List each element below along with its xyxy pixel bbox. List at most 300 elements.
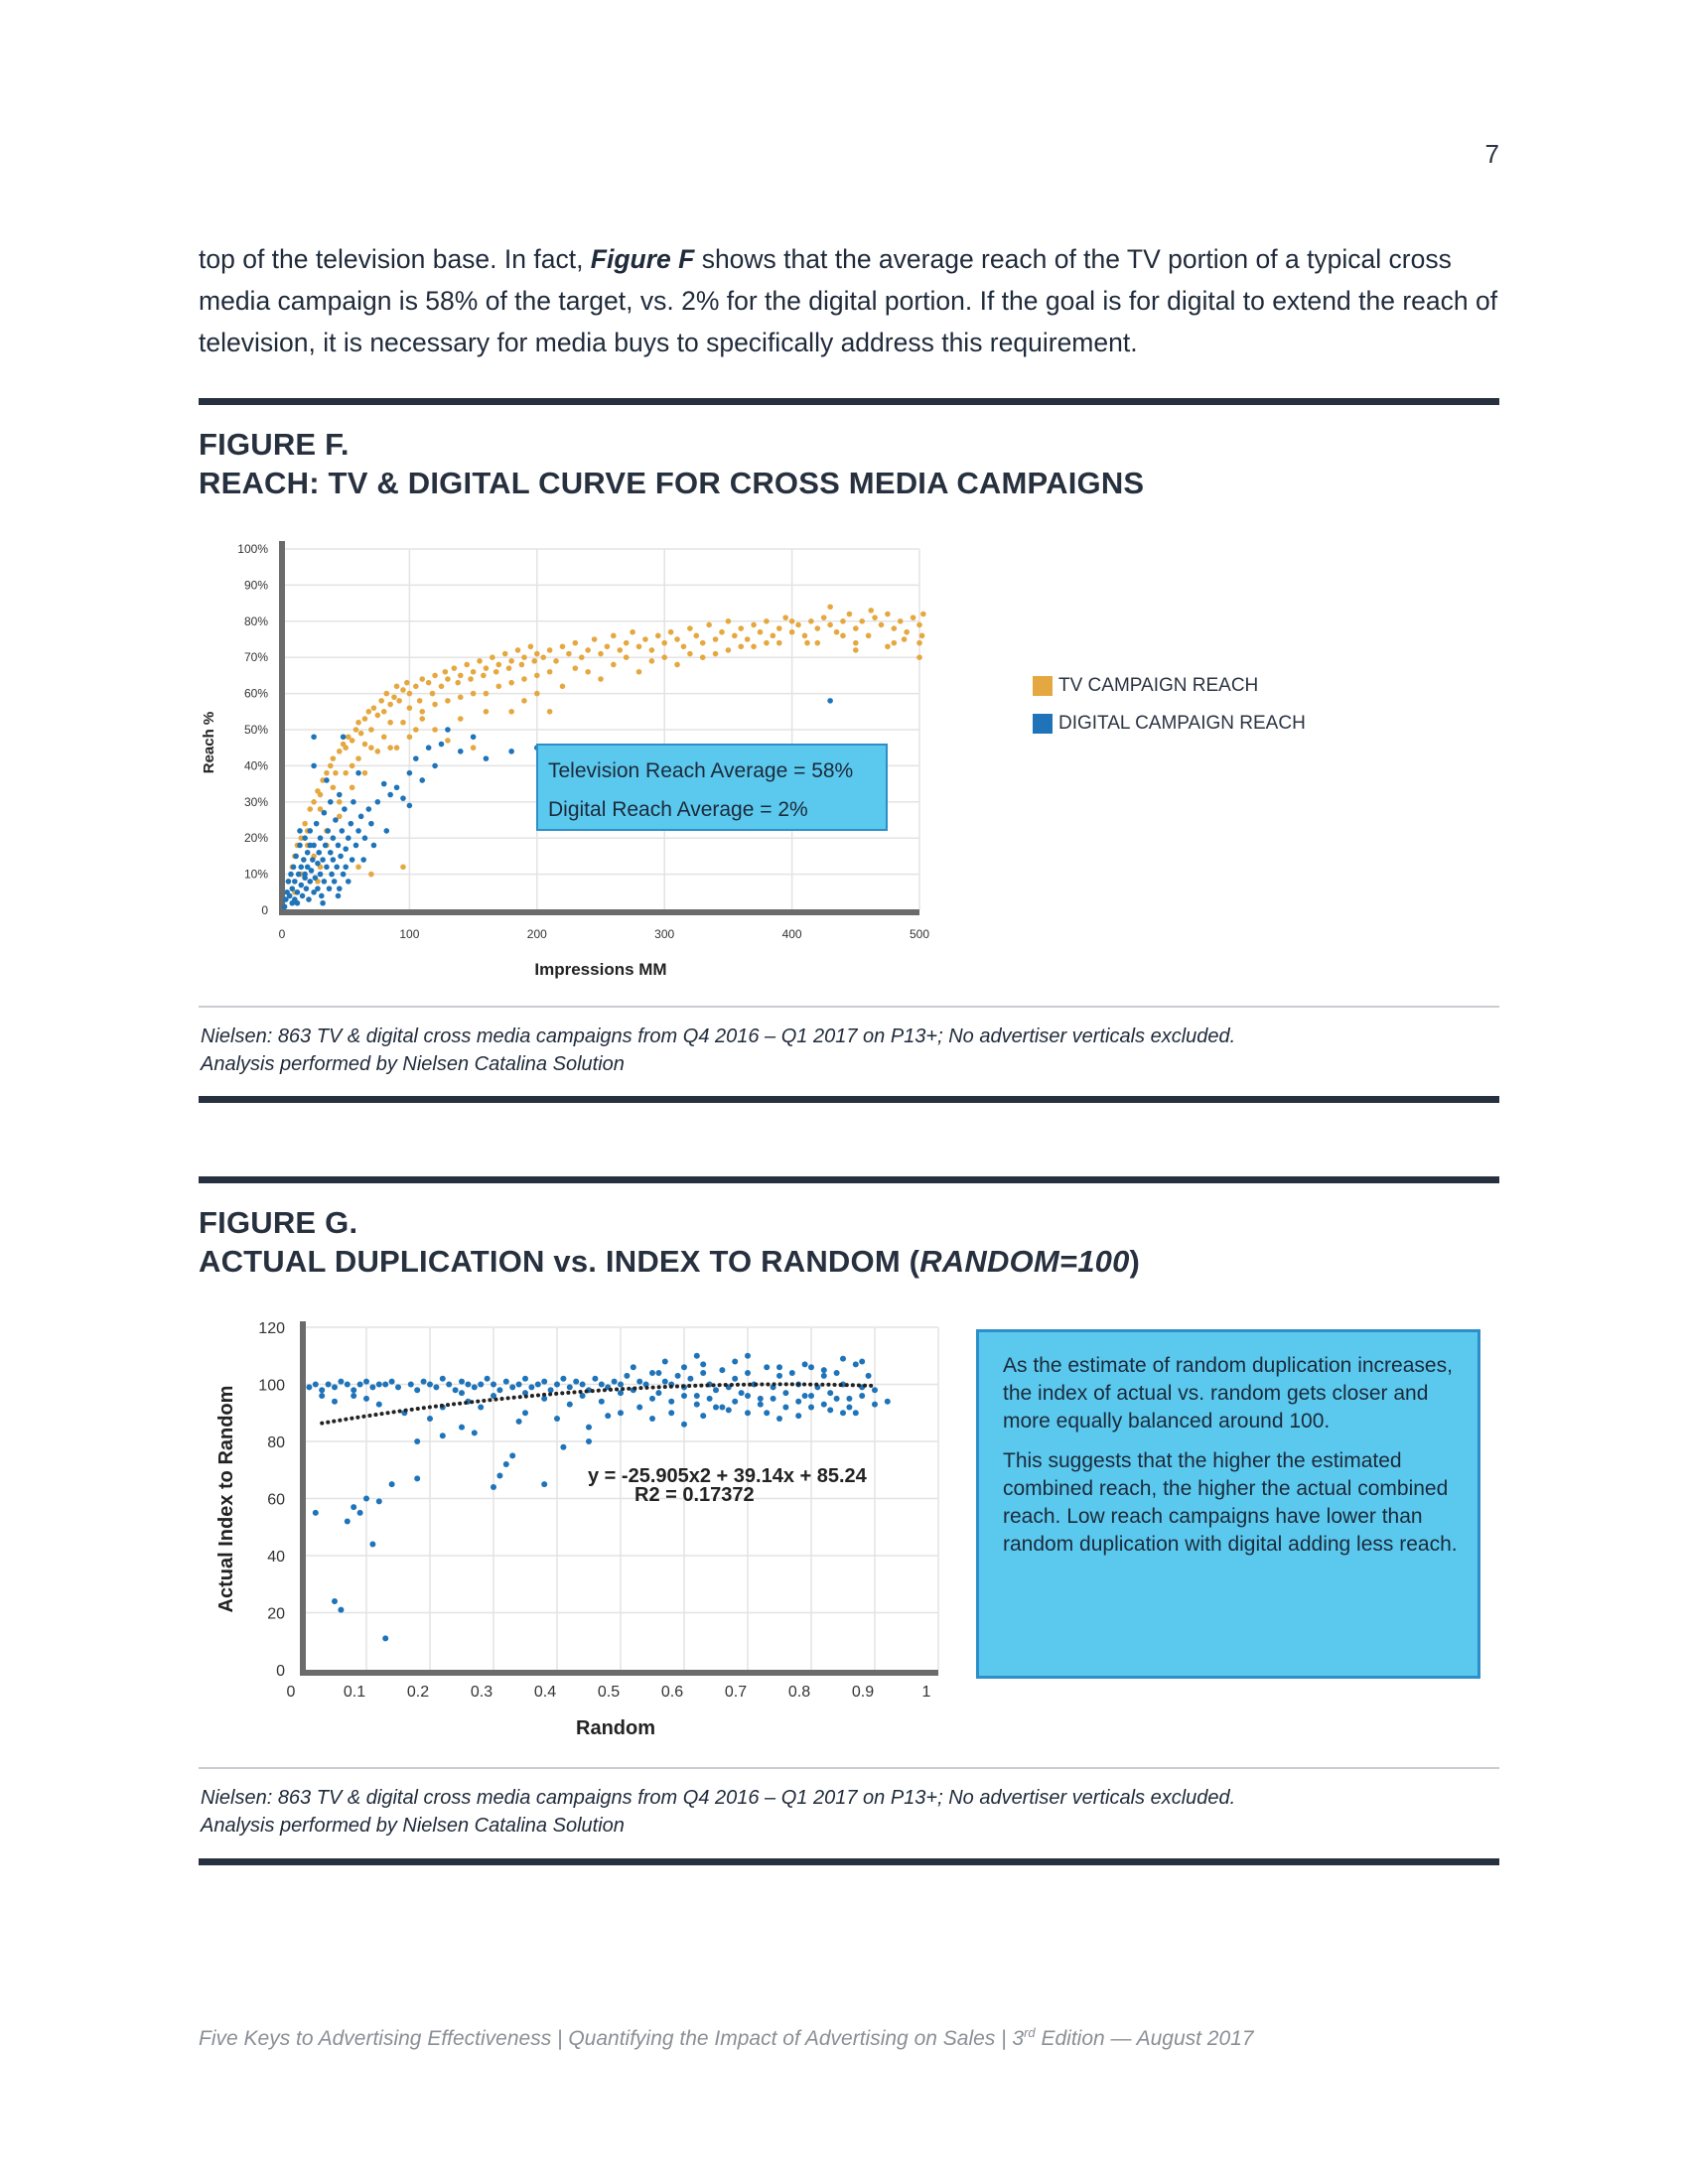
tv-reach-point <box>585 669 591 675</box>
tv-reach-point <box>333 770 339 776</box>
tv-reach-point <box>331 755 337 761</box>
duplication-point <box>859 1359 865 1365</box>
duplication-point <box>885 1399 891 1405</box>
legend-label-digital: DIGITAL CAMPAIGN REACH <box>1058 713 1306 734</box>
tv-reach-point <box>534 691 540 697</box>
footer-text: Five Keys to Advertising Effectiveness | Quantifying the Impact of Advertising on Sales | 3 <box>199 2027 1025 2050</box>
duplication-point <box>745 1410 751 1416</box>
tv-reach-point <box>419 716 425 722</box>
duplication-point <box>713 1405 719 1411</box>
x-tick-label: 0.3 <box>470 1684 493 1701</box>
tv-reach-point <box>534 651 540 657</box>
duplication-point <box>808 1405 814 1411</box>
tv-reach-point <box>592 636 598 642</box>
duplication-point <box>866 1373 872 1379</box>
digital-reach-point <box>328 850 334 856</box>
tv-reach-point <box>391 694 397 700</box>
duplication-point <box>745 1393 751 1399</box>
tv-reach-point <box>353 727 359 733</box>
tv-reach-point <box>732 633 738 639</box>
x-tick-label: 0.8 <box>787 1684 811 1701</box>
digital-reach-point <box>387 792 393 798</box>
y-axis-title: Actual Index to Random <box>215 1385 237 1613</box>
tv-reach-point <box>827 622 833 628</box>
duplication-point <box>395 1384 401 1390</box>
duplication-point <box>713 1387 719 1393</box>
digital-reach-point <box>298 883 304 888</box>
digital-reach-point <box>336 843 342 849</box>
duplication-point <box>681 1364 687 1370</box>
tv-reach-point <box>407 705 413 711</box>
digital-reach-point <box>287 893 293 899</box>
digital-reach-point <box>314 821 320 827</box>
duplication-point <box>719 1367 725 1373</box>
duplication-point <box>421 1379 427 1385</box>
duplication-point <box>382 1382 388 1388</box>
tv-reach-point <box>417 698 423 704</box>
duplication-point <box>496 1473 502 1479</box>
digital-reach-point <box>351 799 356 805</box>
tv-reach-point <box>358 731 364 737</box>
digital-reach-point <box>295 889 301 895</box>
digital-reach-point <box>297 843 303 849</box>
digital-reach-point <box>342 806 348 812</box>
duplication-point <box>726 1407 732 1413</box>
tv-reach-point <box>687 651 693 657</box>
tv-reach-point <box>502 651 508 657</box>
figure-f-title: REACH: TV & DIGITAL CURVE FOR CROSS MEDIA CAMPAIGNS <box>199 466 1145 500</box>
duplication-point <box>567 1402 573 1408</box>
tv-reach-point <box>776 625 782 631</box>
tv-reach-point <box>426 680 432 686</box>
digital-reach-point <box>305 850 311 856</box>
x-tick-label: 1 <box>921 1684 931 1701</box>
tv-reach-point <box>847 612 853 617</box>
digital-reach-point <box>296 872 302 878</box>
tv-reach-point <box>866 633 872 639</box>
duplication-point <box>459 1425 465 1431</box>
tv-reach-point <box>324 770 330 776</box>
tv-reach-point <box>337 799 343 805</box>
tv-reach-point <box>872 614 878 620</box>
tv-reach-point <box>668 629 674 635</box>
digital-reach-point <box>333 817 339 823</box>
digital-reach-point <box>316 850 322 856</box>
tv-reach-point <box>624 640 630 646</box>
tv-reach-point <box>368 872 374 878</box>
duplication-point <box>541 1379 547 1385</box>
figure-f-annotation-box <box>536 744 888 831</box>
duplication-point <box>853 1361 859 1367</box>
tv-reach-point <box>355 755 361 761</box>
figure-g-top-rule <box>199 1176 1499 1183</box>
tv-reach-point <box>419 709 425 715</box>
digital-reach-point <box>288 872 294 878</box>
duplication-point <box>834 1396 840 1402</box>
duplication-point <box>351 1504 356 1510</box>
tv-reach-point <box>407 734 413 740</box>
digital-reach-point <box>304 886 310 891</box>
figure-g-annotation-box <box>976 1329 1480 1679</box>
digital-reach-point <box>307 879 313 885</box>
duplication-point <box>522 1410 528 1416</box>
tv-reach-point <box>368 745 374 751</box>
tv-reach-point <box>649 647 655 653</box>
duplication-point <box>745 1370 751 1376</box>
legend-label-tv: TV CAMPAIGN REACH <box>1058 675 1259 696</box>
figure-g-title <box>199 1244 1140 1280</box>
duplication-point <box>840 1410 846 1416</box>
figure-f-label: FIGURE F. <box>199 427 350 462</box>
duplication-point <box>592 1376 598 1382</box>
tv-reach-point <box>396 698 402 704</box>
tv-reach-point <box>471 669 477 675</box>
digital-reach-point <box>293 854 299 860</box>
y-tick-label: 100% <box>237 542 268 556</box>
duplication-point <box>859 1393 865 1399</box>
duplication-point <box>414 1387 420 1393</box>
tv-reach-point <box>916 654 922 660</box>
duplication-point <box>478 1405 484 1411</box>
tv-reach-point <box>318 792 324 798</box>
duplication-point <box>840 1356 846 1362</box>
tv-reach-point <box>764 640 770 646</box>
digital-reach-point <box>286 879 292 885</box>
duplication-point <box>548 1387 554 1393</box>
tv-reach-point <box>400 865 406 871</box>
tv-reach-point <box>540 654 546 660</box>
digital-reach-point <box>419 777 425 783</box>
tv-reach-point <box>337 749 343 754</box>
digital-reach-point <box>381 781 387 787</box>
duplication-point <box>758 1402 764 1408</box>
tv-reach-point <box>490 654 495 660</box>
x-tick-label: 200 <box>526 927 547 941</box>
tv-reach-point <box>916 640 922 646</box>
x-axis-title: Impressions MM <box>534 960 667 979</box>
duplication-point <box>491 1484 496 1490</box>
duplication-point <box>631 1364 636 1370</box>
tv-reach-point <box>350 784 355 790</box>
tv-reach-point <box>394 684 400 690</box>
digital-reach-point <box>337 886 343 891</box>
x-tick-label: 300 <box>654 927 675 941</box>
duplication-point <box>491 1382 496 1388</box>
duplication-point <box>827 1390 833 1396</box>
tv-reach-point <box>892 625 898 631</box>
duplication-point <box>376 1498 382 1504</box>
digital-reach-point <box>301 857 307 863</box>
tv-reach-point <box>430 691 436 697</box>
duplication-point <box>675 1373 681 1379</box>
tv-reach-point <box>681 643 687 649</box>
tv-reach-point <box>814 625 820 631</box>
x-tick-label: 0.1 <box>343 1684 366 1701</box>
tv-reach-point <box>726 618 732 624</box>
digital-reach-point <box>341 872 347 878</box>
duplication-point <box>834 1370 840 1376</box>
duplication-point <box>338 1379 344 1385</box>
figure-f-bottom-rule <box>199 1096 1499 1103</box>
tv-reach-point <box>573 665 579 671</box>
tv-reach-point <box>902 636 908 642</box>
duplication-point <box>338 1607 344 1613</box>
x-tick-label: 100 <box>399 927 420 941</box>
tv-reach-point <box>840 633 846 639</box>
tv-reach-point <box>713 636 719 642</box>
tv-reach-point <box>573 640 579 646</box>
duplication-point <box>649 1370 655 1376</box>
digital-reach-point <box>311 763 317 769</box>
tv-reach-point <box>508 658 514 664</box>
digital-reach-point <box>362 835 368 841</box>
digital-reach-point <box>413 755 419 761</box>
tv-reach-point <box>508 709 514 715</box>
tv-reach-point <box>493 669 499 675</box>
duplication-point <box>332 1399 338 1405</box>
duplication-point <box>758 1396 764 1402</box>
duplication-point <box>655 1390 661 1396</box>
digital-reach-point <box>331 835 337 841</box>
digital-reach-point <box>323 843 329 849</box>
tv-reach-point <box>362 716 368 722</box>
tv-reach-point <box>404 680 410 686</box>
tv-reach-point <box>808 618 814 624</box>
duplication-point <box>408 1382 414 1388</box>
digital-reach-point <box>306 896 312 902</box>
tv-reach-point <box>726 647 732 653</box>
duplication-point <box>662 1359 668 1365</box>
duplication-point <box>363 1379 369 1385</box>
digital-reach-point <box>471 734 477 740</box>
digital-reach-point <box>310 857 316 863</box>
digital-reach-point <box>318 835 324 841</box>
digital-reach-point <box>366 806 372 812</box>
digital-reach-point <box>300 893 306 899</box>
duplication-point <box>453 1387 459 1393</box>
duplication-point <box>821 1367 827 1373</box>
digital-reach-point <box>332 879 338 885</box>
digital-reach-point <box>432 763 438 769</box>
duplication-point <box>382 1635 388 1641</box>
tv-reach-point <box>445 738 451 744</box>
duplication-point <box>694 1393 700 1399</box>
digital-reach-point <box>328 799 334 805</box>
figure-g-source <box>201 1784 1491 1840</box>
duplication-point <box>528 1384 534 1390</box>
duplication-point <box>554 1382 560 1388</box>
digital-reach-point <box>315 886 321 891</box>
duplication-point <box>363 1496 369 1502</box>
duplication-point <box>624 1373 630 1379</box>
digital-reach-point <box>337 792 343 798</box>
tv-reach-point <box>585 647 591 653</box>
duplication-point <box>351 1387 356 1393</box>
duplication-point <box>700 1361 706 1367</box>
digital-reach-point <box>325 828 331 834</box>
tv-reach-point <box>432 727 438 733</box>
tv-reach-point <box>445 676 451 682</box>
tv-reach-point <box>495 662 501 668</box>
digital-reach-point <box>827 698 833 704</box>
y-tick-label: 80 <box>267 1434 285 1451</box>
tv-reach-point <box>419 676 425 682</box>
digital-reach-point <box>445 727 451 733</box>
digital-reach-point <box>318 872 324 878</box>
duplication-point <box>782 1405 788 1411</box>
tv-reach-point <box>328 763 334 769</box>
digital-reach-point <box>315 861 321 867</box>
duplication-point <box>808 1393 814 1399</box>
duplication-point <box>573 1379 579 1385</box>
tv-reach-point <box>916 622 922 628</box>
duplication-point <box>802 1361 808 1367</box>
tv-reach-average: Television Reach Average = 58% <box>548 759 854 782</box>
digital-reach-point <box>346 835 352 841</box>
tv-reach-point <box>464 662 470 668</box>
duplication-point <box>662 1379 668 1385</box>
digital-reach-point <box>508 749 514 754</box>
tv-reach-point <box>547 709 553 715</box>
duplication-point <box>776 1373 782 1379</box>
digital-reach-point <box>371 843 377 849</box>
duplication-point <box>649 1416 655 1422</box>
duplication-point <box>313 1382 319 1388</box>
tv-reach-point <box>443 669 449 675</box>
tv-reach-point <box>553 658 559 664</box>
digital-reach-point <box>302 835 308 841</box>
duplication-point <box>459 1379 465 1385</box>
duplication-point <box>459 1390 465 1396</box>
duplication-point <box>764 1364 770 1370</box>
duplication-point <box>795 1399 801 1405</box>
tv-reach-point <box>853 647 859 653</box>
duplication-point <box>668 1399 674 1405</box>
tv-reach-point <box>458 694 464 700</box>
digital-reach-point <box>297 828 303 834</box>
digital-reach-point <box>289 900 295 906</box>
digital-reach-point <box>368 821 374 827</box>
tv-reach-point <box>611 662 617 668</box>
tv-reach-point <box>439 684 445 690</box>
digital-reach-point <box>439 742 445 748</box>
duplication-point <box>668 1410 674 1416</box>
tv-reach-point <box>458 716 464 722</box>
x-tick-label: 0.2 <box>406 1684 430 1701</box>
tv-reach-point <box>827 604 833 610</box>
digital-reach-point <box>311 734 317 740</box>
duplication-point <box>332 1384 338 1390</box>
x-tick-label: 500 <box>909 927 930 941</box>
x-tick-label: 0 <box>286 1684 296 1701</box>
y-tick-label: 40% <box>243 758 268 773</box>
tv-reach-point <box>508 680 514 686</box>
tv-reach-point <box>885 643 891 649</box>
duplication-point <box>503 1379 509 1385</box>
tv-reach-point <box>519 662 525 668</box>
duplication-point <box>846 1396 852 1402</box>
duplication-point <box>357 1382 363 1388</box>
duplication-point <box>732 1399 738 1405</box>
duplication-point <box>363 1396 369 1402</box>
duplication-point <box>776 1416 782 1422</box>
duplication-point <box>332 1598 338 1604</box>
tv-reach-point <box>413 684 419 690</box>
tv-reach-point <box>636 643 642 649</box>
tv-reach-point <box>814 640 820 646</box>
duplication-point <box>313 1510 319 1516</box>
tv-reach-point <box>413 727 419 733</box>
y-tick-label: 10% <box>243 867 268 882</box>
y-tick-label: 80% <box>243 614 268 628</box>
duplication-point <box>776 1364 782 1370</box>
tv-reach-point <box>776 640 782 646</box>
tv-reach-point <box>745 636 751 642</box>
tv-reach-point <box>484 691 490 697</box>
tv-reach-point <box>771 633 776 639</box>
tv-reach-point <box>834 629 840 635</box>
tv-reach-point <box>719 629 725 635</box>
y-tick-label: 20 <box>267 1605 285 1623</box>
duplication-point <box>357 1510 363 1516</box>
duplication-point <box>605 1413 611 1419</box>
duplication-point <box>440 1433 446 1438</box>
page-number: 7 <box>1484 139 1499 169</box>
tv-reach-point <box>484 709 490 715</box>
digital-reach-point <box>355 828 361 834</box>
tv-reach-point <box>362 742 368 748</box>
tv-reach-point <box>400 720 406 726</box>
digital-reach-point <box>350 857 355 863</box>
tv-reach-point <box>368 727 374 733</box>
tv-reach-point <box>371 705 377 711</box>
digital-reach-point <box>327 886 333 891</box>
digital-reach-point <box>407 803 413 809</box>
digital-reach-point <box>324 865 330 871</box>
digital-reach-point <box>307 828 313 834</box>
duplication-point <box>465 1382 471 1388</box>
tv-reach-point <box>802 633 808 639</box>
x-axis-title: Random <box>576 1717 655 1739</box>
tv-reach-point <box>484 665 490 671</box>
duplication-point <box>719 1405 725 1411</box>
tv-reach-point <box>821 614 827 620</box>
tv-reach-point <box>611 633 617 639</box>
tv-reach-point <box>706 622 712 628</box>
tv-reach-point <box>636 669 642 675</box>
digital-reach-point <box>375 799 381 805</box>
tv-reach-point <box>782 614 788 620</box>
tv-reach-point <box>738 643 744 649</box>
duplication-point <box>516 1419 522 1425</box>
figure-f-source-rule <box>199 1006 1499 1008</box>
tv-reach-point <box>307 806 313 812</box>
duplication-point <box>472 1430 478 1435</box>
digital-reach-point <box>336 893 342 899</box>
tv-reach-point <box>655 633 661 639</box>
figure-g-annotation-paragraph-1: As the estimate of random duplication increases, the index of actual vs. random gets closer and more equally balanced around 100. <box>1003 1354 1453 1433</box>
duplication-point <box>522 1376 528 1382</box>
duplication-point <box>580 1382 586 1388</box>
digital-reach-point <box>346 879 352 885</box>
tv-reach-point <box>407 691 413 697</box>
legend-item-digital <box>1033 713 1306 735</box>
duplication-point <box>599 1399 605 1405</box>
duplication-point <box>694 1402 700 1408</box>
tv-reach-point <box>598 651 604 657</box>
x-tick-label: 0.5 <box>597 1684 621 1701</box>
duplication-point <box>345 1382 351 1388</box>
